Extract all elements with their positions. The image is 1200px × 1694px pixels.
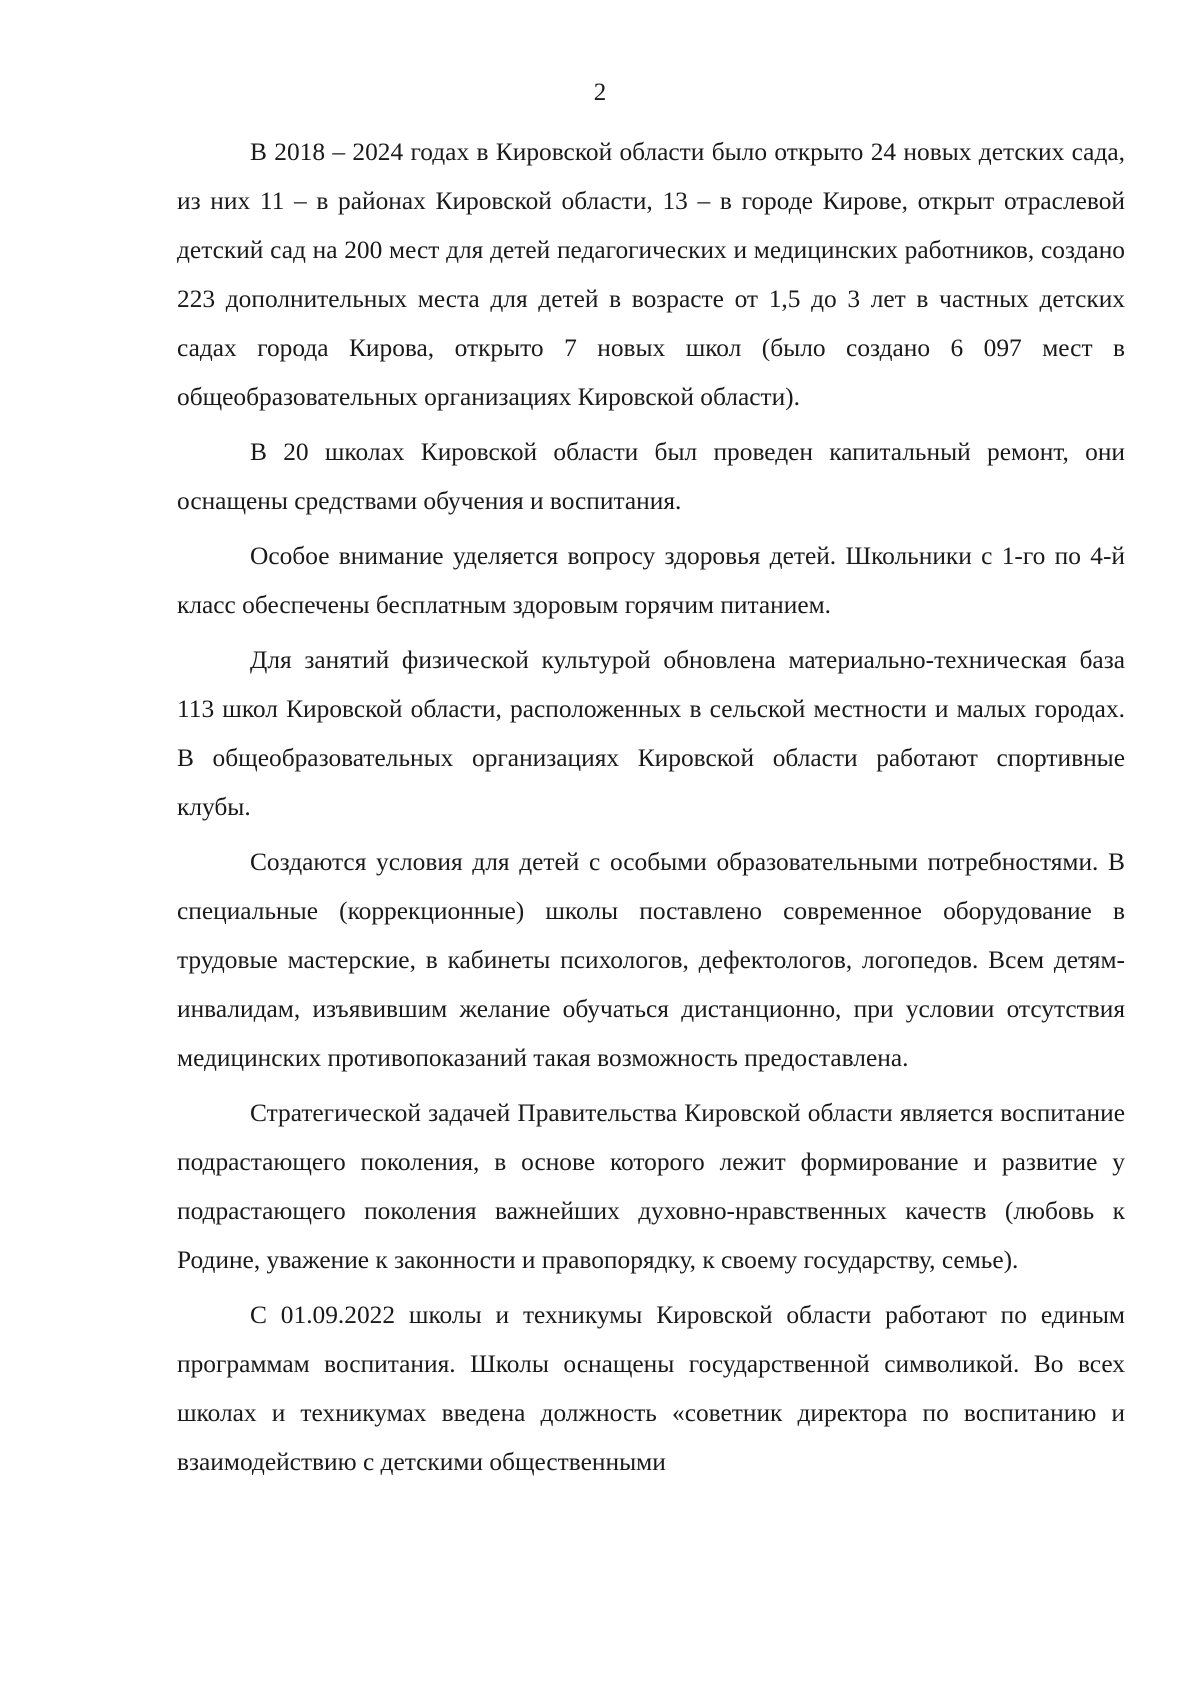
paragraph-education-programs: С 01.09.2022 школы и техникумы Кировской области работают по единым программам воспитания. Школы оснащены государственной символикой. Во всех школах и техникумах введена должность «советник директора по воспитанию и взаимодействию с детскими общественными — [177, 1301, 1125, 1476]
paragraph-health-nutrition: Особое внимание уделяется вопросу здоровья детей. Школьники с 1-го по 4-й класс обеспечены бесплатным здоровым горячим питанием. — [177, 542, 1125, 619]
paragraph-physical-culture: Для занятий физической культурой обновлена материально-техническая база 113 школ Кировской области, расположенных в сельской местности и малых городах. В общеобразовательных организациях Кировской области работают спортивные клубы. — [177, 646, 1125, 821]
paragraph-special-needs: Создаются условия для детей с особыми образовательными потребностями. В специальные (коррекционные) школы поставлено современное оборудование в трудовые мастерские, в кабинеты психологов, дефектологов, логопедов. Всем детям-инвалидам, изъявившим желание обучаться дистанционно, при условии отсутствия медицинских противопоказаний такая возможность предоставлена. — [177, 848, 1125, 1072]
document-body — [177, 128, 1125, 1487]
paragraph-strategic-task: Стратегической задачей Правительства Кировской области является воспитание подрастающего поколения, в основе которого лежит формирование и развитие у подрастающего поколения важнейших духовно-нравственных качеств (любовь к Родине, уважение к законности и правопорядку, к своему государству, семье). — [177, 1099, 1125, 1274]
paragraph-kindergartens-schools: В 2018 – 2024 годах в Кировской области было открыто 24 новых детских сада, из них 11 – в районах Кировской области, 13 – в городе Кирове, открыт отраслевой детский сад на 200 мест для детей педагогических и медицинских работников, создано 223 дополнительных места для детей в возрасте от 1,5 до 3 лет в частных детских садах города Кирова, открыто 7 новых школ (было создано 6 097 мест в общеобразовательных организациях Кировской области). — [177, 138, 1125, 411]
paragraph-capital-repair: В 20 школах Кировской области был проведен капитальный ремонт, они оснащены средствами обучения и воспитания. — [177, 438, 1125, 515]
page-number: 2 — [593, 79, 607, 106]
